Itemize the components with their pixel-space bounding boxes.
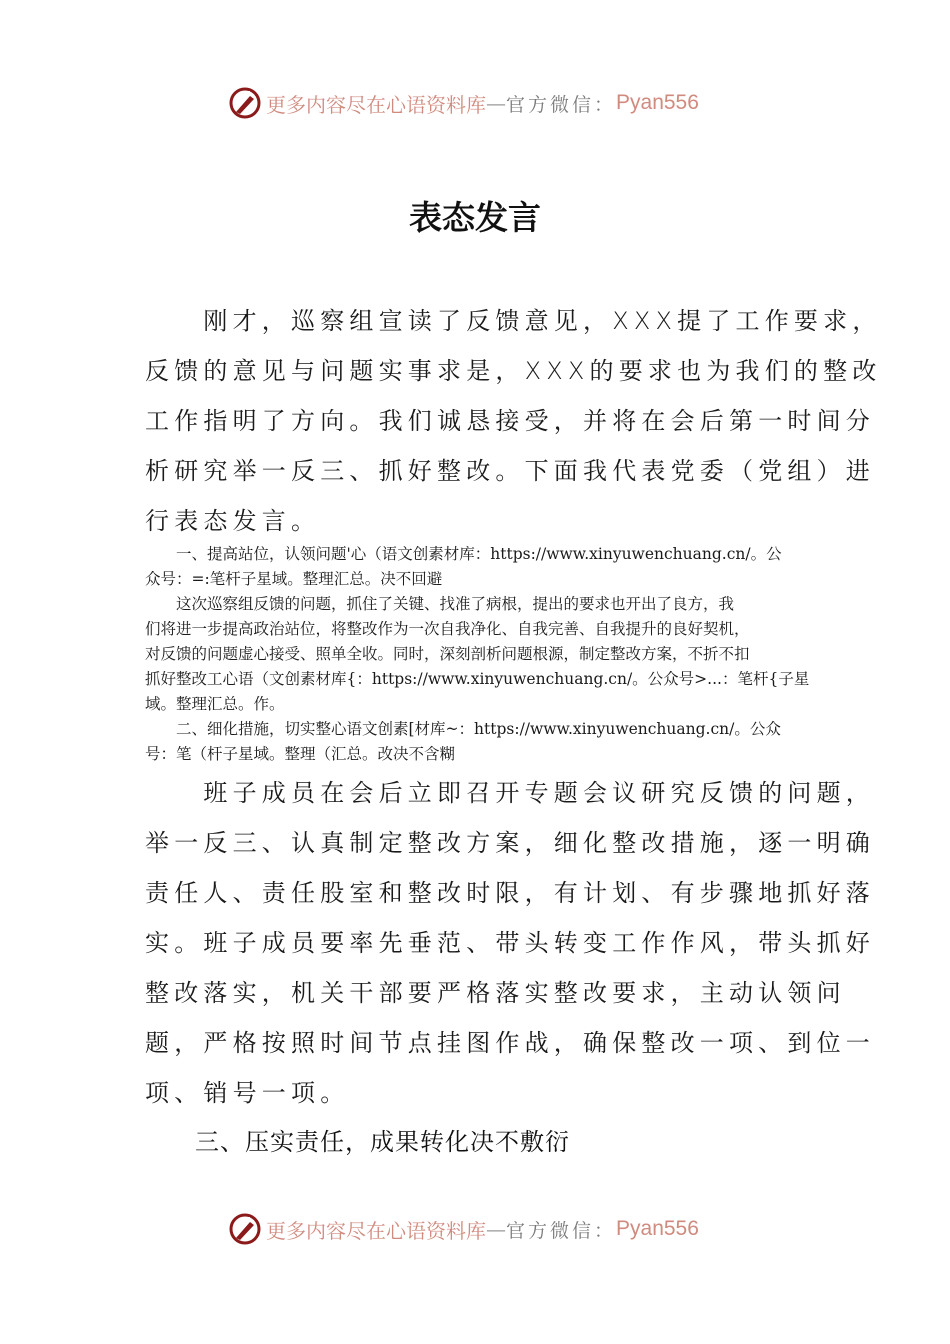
body-line: 责任人、责任股室和整改时限，有计划、有步骤地抓好落 xyxy=(145,879,875,907)
body-line: 班子成员在会后立即召开专题会议研究反馈的问题， xyxy=(145,779,875,807)
banner-main-text: 更多内容尽在心语资料库 xyxy=(266,1218,486,1243)
body-line: 实。班子成员要率先垂范、带头转变工作作风，带头抓好 xyxy=(145,929,875,957)
intro-line: 刚才，巡察组宣读了反馈意见，XXX提了工作要求， xyxy=(145,307,882,335)
section-three-heading: 三、压实责任，成果转化决不敷衍 xyxy=(195,1128,570,1156)
body-paragraph xyxy=(145,768,875,1118)
banner-wechat-label: 官方微信： xyxy=(506,93,617,116)
banner-dash: — xyxy=(486,1217,506,1241)
small-line: 二、细化措施，切实整心语文创素[材库~：https://www.xinyuwenchuang.cn/。公众 xyxy=(145,720,781,738)
small-line: 号：笔（杆子星域。整理（汇总。改决不含糊 xyxy=(145,745,456,763)
intro-line: 析研究举一反三、抓好整改。下面我代表党委（党组）进 xyxy=(145,457,875,485)
banner-wechat-label: 官方微信： xyxy=(506,1219,617,1242)
small-line: 们将进一步提高政治站位，将整改作为一次自我净化、自我完善、自我提升的良好契机， xyxy=(145,620,750,638)
body-line: 整改落实，机关干部要严格落实整改要求，主动认领问 xyxy=(145,979,846,1007)
header-banner xyxy=(228,83,728,123)
small-line: 域。整理汇总。作。 xyxy=(145,695,285,713)
banner-main-text: 更多内容尽在心语资料库 xyxy=(266,92,486,117)
banner-wechat-id: Pyan556 xyxy=(616,91,699,114)
small-line: 一、提高站位，认领问题'心（语文创素材库：https://www.xinyuwenchuang.cn/。公 xyxy=(145,545,782,563)
small-line: 对反馈的问题虚心接受、照单全收。同时，深刻剖析问题根源，制定整改方案，不折不扣 xyxy=(145,645,750,663)
intro-line: 工作指明了方向。我们诚恳接受，并将在会后第一时间分 xyxy=(145,407,875,435)
small-line: 这次巡察组反馈的问题，抓住了关键、找准了病根，提出的要求也开出了良方，我 xyxy=(145,595,735,613)
footer-banner xyxy=(228,1209,728,1249)
document-title: 表态发言 xyxy=(409,198,541,237)
small-line: 众号：=:笔杆子星域。整理汇总。决不回避 xyxy=(145,570,443,588)
body-line: 举一反三、认真制定整改方案，细化整改措施，逐一明确 xyxy=(145,829,875,857)
quill-pen-logo-icon xyxy=(228,86,262,120)
quill-pen-logo-icon xyxy=(228,1212,262,1246)
small-text-block xyxy=(145,542,810,767)
intro-line: 行表态发言。 xyxy=(145,507,321,535)
intro-paragraph xyxy=(145,296,882,546)
intro-line: 反馈的意见与问题实事求是，XXX的要求也为我们的整改 xyxy=(145,357,882,385)
body-line: 题，严格按照时间节点挂图作战，确保整改一项、到位一 xyxy=(145,1029,875,1057)
banner-dash: — xyxy=(486,91,506,115)
small-line: 抓好整改工心语（文创素材库{：https://www.xinyuwenchuang.cn/。公众号>...：笔杆{子星 xyxy=(145,670,810,688)
body-line: 项、销号一项。 xyxy=(145,1079,350,1107)
banner-wechat-id: Pyan556 xyxy=(616,1217,699,1240)
